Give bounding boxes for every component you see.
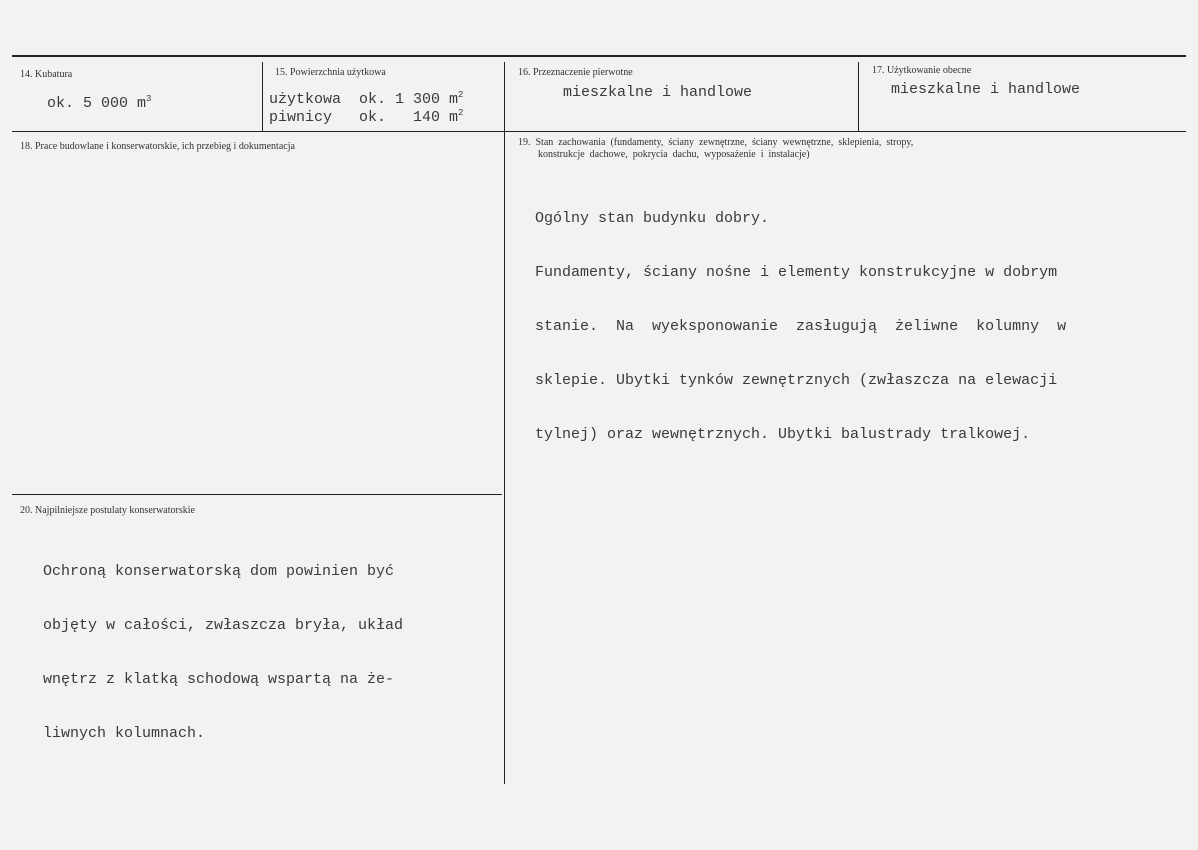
postulaty-rule	[12, 494, 502, 495]
przeznaczenie-label: 16. Przeznaczenie pierwotne	[518, 67, 633, 78]
stan-line: sklepie. Ubytki tynków zewnętrznych (zwłaszcza na elewacji	[535, 372, 1058, 389]
stan-label-line2: konstrukcje dachowe, pokrycia dachu, wyposażenie i instalacje)	[538, 149, 810, 160]
divider-16-17	[858, 62, 859, 131]
row-rule	[12, 131, 1186, 132]
postulaty-line: wnętrz z klatką schodową wspartą na że-	[43, 671, 395, 688]
stan-label	[518, 137, 1178, 161]
stan-line: Ogólny stan budynku dobry.	[535, 210, 770, 227]
postulaty-text	[43, 527, 403, 779]
prace-label: 18. Prace budowlane i konserwatorskie, ich przebieg i dokumentacja	[20, 141, 295, 152]
przeznaczenie-value: mieszkalne i handlowe	[563, 84, 753, 101]
divider-15-16	[504, 62, 505, 784]
postulaty-line: objęty w całości, zwłaszcza bryła, układ	[43, 617, 404, 634]
kubatura-value	[47, 90, 151, 113]
powierzchnia-piwnicy: piwnicy ok. 140 m	[269, 109, 459, 126]
stan-text	[535, 174, 1066, 480]
powierzchnia-label: 15. Powierzchnia użytkowa	[275, 67, 386, 78]
top-rule	[12, 55, 1186, 57]
kubatura-label: 14. Kubatura	[20, 69, 73, 80]
postulaty-label: 20. Najpilniejsze postulaty konserwatorskie	[20, 505, 195, 516]
stan-line: stanie. Na wyeksponowanie zasługują żeliwne kolumny w	[535, 318, 1067, 335]
divider-14-15	[262, 62, 263, 131]
powierzchnia-line2	[269, 104, 463, 127]
stan-line: Fundamenty, ściany nośne i elementy konstrukcyjne w dobrym	[535, 264, 1058, 281]
powierzchnia-line1-sup: 2	[458, 90, 464, 100]
powierzchnia-line2-sup: 2	[458, 108, 464, 118]
powierzchnia-uzytkowa: użytkowa ok. 1 300 m	[269, 91, 459, 108]
stan-line: tylnej) oraz wewnętrznych. Ubytki balustrady tralkowej.	[535, 426, 1031, 443]
postulaty-line: liwnych kolumnach.	[43, 725, 206, 742]
postulaty-line: Ochroną konserwatorską dom powinien być	[43, 563, 395, 580]
kubatura-number: ok. 5 000 m	[47, 95, 147, 112]
stan-label-line1: 19. Stan zachowania (fundamenty, ściany zewnętrzne, ściany wewnętrzne, sklepienia, stropy,	[518, 137, 914, 148]
uzytkowanie-label: 17. Użytkowanie obecne	[872, 65, 972, 76]
uzytkowanie-value: mieszkalne i handlowe	[891, 81, 1081, 98]
kubatura-unit-sup: 3	[146, 94, 152, 104]
